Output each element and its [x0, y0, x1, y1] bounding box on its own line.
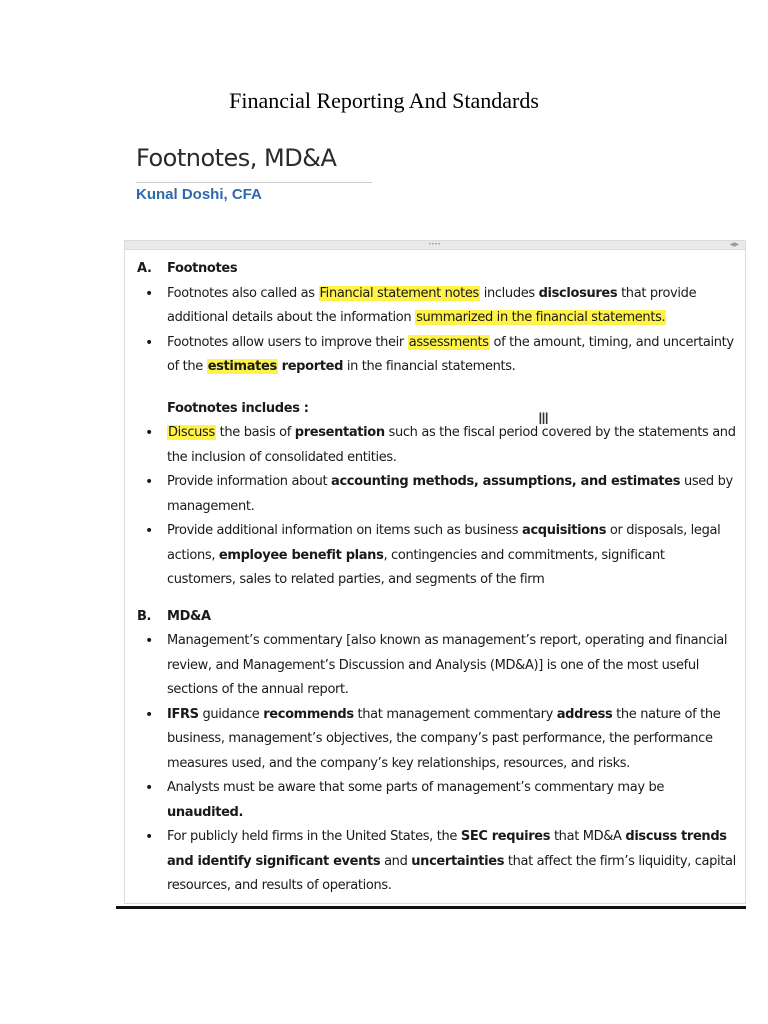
section-a-letter: A. — [137, 261, 152, 276]
list-item — [137, 519, 737, 593]
bold-text: reported — [281, 359, 344, 374]
text-run: that provide additional details about the information — [167, 285, 697, 325]
list-item — [137, 776, 737, 825]
heading-divider — [136, 182, 372, 183]
section-b-heading — [137, 605, 737, 630]
text-run: such as the fiscal period covered by the statements and the inclusion of consolidated entities. — [167, 425, 736, 465]
text-run: For publicly held firms in the United States, the — [167, 829, 461, 844]
includes-heading: Footnotes includes : — [167, 400, 309, 416]
list-item — [137, 421, 737, 470]
text-run: and — [380, 853, 412, 869]
list-item — [137, 470, 737, 519]
text-run: in the financial statements. — [343, 359, 516, 374]
highlighted-text: Discuss — [168, 425, 215, 440]
content-panel — [124, 240, 746, 904]
section-b-bullets — [137, 629, 737, 899]
text-run: Analysts must be aware that some parts of management’s commentary may be — [167, 780, 665, 795]
resize-arrows-icon: ◀▶ — [729, 242, 739, 248]
bold-text: uncertainties — [411, 853, 505, 869]
section-a-bullets — [137, 282, 737, 380]
text-run: the nature of the business, management’s objectives, the company’s past performance, the performance measures used, and the company’s key relationships, resources, and risks. — [167, 706, 721, 771]
list-item — [137, 825, 737, 899]
list-item — [137, 703, 737, 777]
highlighted-text: assessments — [408, 334, 489, 350]
list-item — [137, 629, 737, 703]
text-run: Management’s commentary [also known as management’s report, operating and financial review, and Management’s Discussion and Analysis (MD&A)] is one of the most useful sections of the annual report. — [167, 633, 728, 697]
section-a-title: Footnotes — [167, 261, 238, 276]
bold-text: employee benefit plans — [218, 547, 384, 563]
text-run: , contingencies and commitments, significant customers, sales to related parties, and segments of the firm — [167, 547, 665, 587]
text-run: Provide additional information on items such as business — [167, 523, 523, 538]
bold-text: IFRS — [167, 706, 199, 722]
bold-text: presentation — [294, 425, 385, 440]
text-cursor-icon: Ⅲ — [538, 409, 550, 428]
bold-text: recommends — [263, 706, 354, 722]
text-run: that management commentary — [353, 706, 557, 722]
panel-body — [137, 257, 737, 899]
panel-toolbar — [125, 241, 745, 250]
bold-text: accounting methods, assumptions, and estimates — [331, 474, 681, 489]
highlighted-text: summarized in the financial statements. — [416, 310, 666, 325]
slide-author: Kunal Doshi, CFA — [136, 186, 262, 203]
section-b-letter: B. — [137, 608, 152, 624]
bold-text: acquisitions — [522, 523, 607, 538]
bold-text: SEC requires — [460, 829, 551, 844]
text-run: Provide information about — [167, 474, 332, 489]
bold-text: address — [556, 706, 613, 722]
list-item — [137, 282, 737, 331]
bold-text: discuss trends and identify significant events — [167, 829, 727, 869]
grip-icon: •••• — [428, 242, 442, 248]
text-run: Footnotes also called as — [167, 285, 319, 301]
text-run: of the amount, timing, and uncertainty of the — [167, 334, 734, 374]
slide-heading: Footnotes, MD&A — [136, 144, 337, 172]
section-b-title: MD&A — [167, 608, 211, 624]
slide-image — [116, 140, 748, 910]
text-run: includes — [479, 285, 539, 301]
bold-text: unaudited. — [167, 804, 244, 820]
highlighted-text: Financial statement notes — [319, 285, 479, 301]
text-run: that MD&A — [550, 829, 626, 844]
text-run: guidance — [198, 706, 264, 722]
includes-bullets — [137, 421, 737, 593]
highlighted-bold-text: estimates — [207, 359, 277, 374]
bold-text: disclosures — [538, 285, 618, 301]
bottom-divider — [116, 906, 746, 909]
text-run: the basis of — [215, 425, 295, 440]
text-run: used by management. — [167, 474, 733, 514]
list-item — [137, 331, 737, 380]
text-run: Footnotes allow users to improve their — [167, 334, 408, 350]
text-run: that affect the firm’s liquidity, capital resources, and results of operations. — [167, 853, 736, 893]
text-run: or disposals, legal actions, — [167, 523, 721, 563]
section-a-heading — [137, 257, 737, 282]
page-title: Financial Reporting And Standards — [229, 88, 539, 113]
